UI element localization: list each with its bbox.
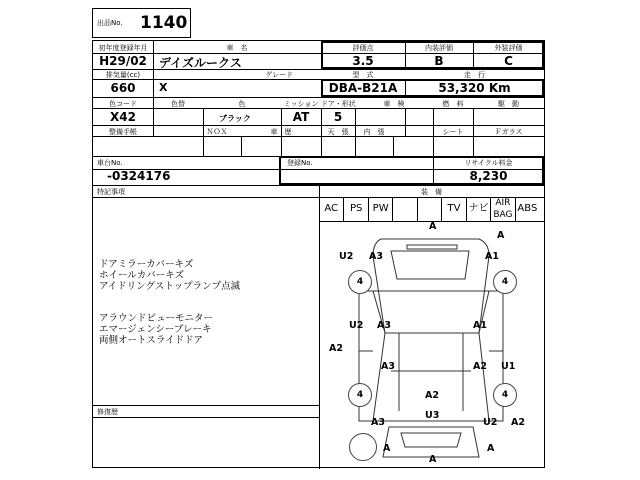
model-value: DBA-B21A	[328, 81, 398, 95]
inner-label: 内 張	[363, 128, 385, 136]
mileage-label: 走 行	[464, 71, 485, 79]
equipment-item: TV	[441, 197, 465, 221]
nox-label: ＮＯＸ	[206, 128, 228, 136]
damage-code: A	[383, 443, 391, 454]
notes-block-1	[99, 259, 240, 292]
damage-code: A1	[473, 320, 487, 331]
note-line: ホイールカバーキズ	[99, 270, 185, 281]
damage-code: A2	[473, 361, 487, 372]
spare-tyre	[349, 433, 377, 461]
chassis-value: -0324176	[107, 169, 171, 183]
equipment-label: 装 備	[421, 188, 442, 196]
year-label: 初年度登録年月	[98, 44, 148, 52]
car-name: デイズルークス	[159, 56, 242, 70]
damage-code: A3	[371, 417, 385, 428]
damage-code: A3	[377, 320, 391, 331]
damage-code: U2	[349, 320, 364, 331]
note-line: エマージェンシーブレーキ	[99, 324, 212, 335]
tyre-rear-right: 4	[493, 383, 517, 407]
mileage-value: 53,320 Km	[438, 81, 511, 95]
color-label: 色	[238, 100, 246, 108]
notes-label: 特記事項	[97, 188, 125, 196]
tyre-rear-left: 4	[348, 383, 372, 407]
inspection-label: 車 検	[383, 100, 405, 108]
interior-label: 内装評価	[425, 44, 453, 52]
lot-label: 出品No.	[97, 19, 123, 27]
recycle-label: リサイクル料金	[464, 159, 513, 167]
equipment-item	[392, 197, 416, 221]
grade-label: グレード	[265, 71, 293, 79]
notes-block-2	[99, 313, 213, 346]
cc-label: 排気量(cc)	[105, 71, 141, 79]
doors-label: ドア・形状	[321, 100, 356, 108]
exterior-value: C	[504, 54, 513, 68]
repaint-label: 色替	[171, 100, 185, 108]
equipment-item: PS	[343, 197, 367, 221]
mission-label: ミッション	[283, 100, 319, 108]
repair-label: 修復歴	[97, 408, 118, 416]
seat-label: シート	[442, 128, 464, 136]
year-value: H29/02	[99, 54, 147, 68]
equipment-item: PW	[368, 197, 392, 221]
history-label: 車 歴	[270, 128, 292, 136]
score-label: 評価点	[352, 44, 374, 52]
roof-label: 天 張	[327, 128, 349, 136]
damage-code: A	[497, 230, 505, 241]
drive-label: 駆 動	[498, 100, 519, 108]
damage-code: U2	[483, 417, 498, 428]
damage-code: A	[487, 443, 495, 454]
damage-code: U2	[339, 251, 354, 262]
chassis-label: 車台No.	[97, 159, 123, 167]
score-value: 3.5	[352, 54, 374, 68]
color-code-label: 色コード	[109, 100, 137, 108]
exterior-label: 外装評価	[494, 44, 523, 52]
fuel-label: 燃 料	[442, 100, 464, 108]
note-line: 両側オートスライドドア	[99, 335, 203, 346]
damage-code: U3	[425, 410, 440, 421]
color-value: ブラック	[219, 114, 251, 123]
lot-number: 1140	[140, 13, 188, 33]
tyre-front-right: 4	[493, 270, 517, 294]
model-label: 型 式	[352, 71, 374, 79]
mission-value: AT	[292, 110, 310, 124]
equipment-item: ナビ	[466, 197, 490, 221]
note-line: アラウンドビューモニター	[99, 313, 214, 324]
damage-code: A3	[381, 361, 395, 372]
tyre-front-left: 4	[348, 270, 372, 294]
color-code-value: X42	[110, 110, 136, 124]
damage-code: A3	[369, 251, 383, 262]
damage-code: A2	[511, 417, 525, 428]
damage-code: A1	[485, 251, 499, 262]
auction-sheet	[92, 40, 545, 468]
name-label: 車 名	[226, 44, 248, 52]
recycle-value: 8,230	[469, 169, 508, 183]
lot-box	[92, 8, 191, 38]
damage-code: A	[429, 454, 437, 465]
note-line: アイドリングストップランプ点滅	[99, 281, 241, 292]
equipment-item	[417, 197, 441, 221]
damage-code: A2	[425, 390, 439, 401]
manual-label: 整備手帳	[109, 128, 137, 136]
equipment-item: AC	[324, 203, 339, 214]
equipment-item: AIR BAG	[490, 197, 514, 221]
doors-value: 5	[333, 110, 343, 124]
damage-code: U1	[501, 361, 516, 372]
note-line: ドアミラーカバーキズ	[99, 259, 194, 270]
equipment-item: ABS	[515, 197, 539, 221]
grade-value: X	[159, 81, 168, 94]
reg-label: 登録No.	[287, 159, 313, 167]
glass-label: Ｆガラス	[494, 128, 523, 136]
damage-code: A	[429, 221, 437, 232]
interior-value: B	[434, 54, 444, 68]
cc-value: 660	[110, 81, 136, 95]
damage-code: A2	[329, 343, 343, 354]
equipment-row	[319, 197, 544, 221]
